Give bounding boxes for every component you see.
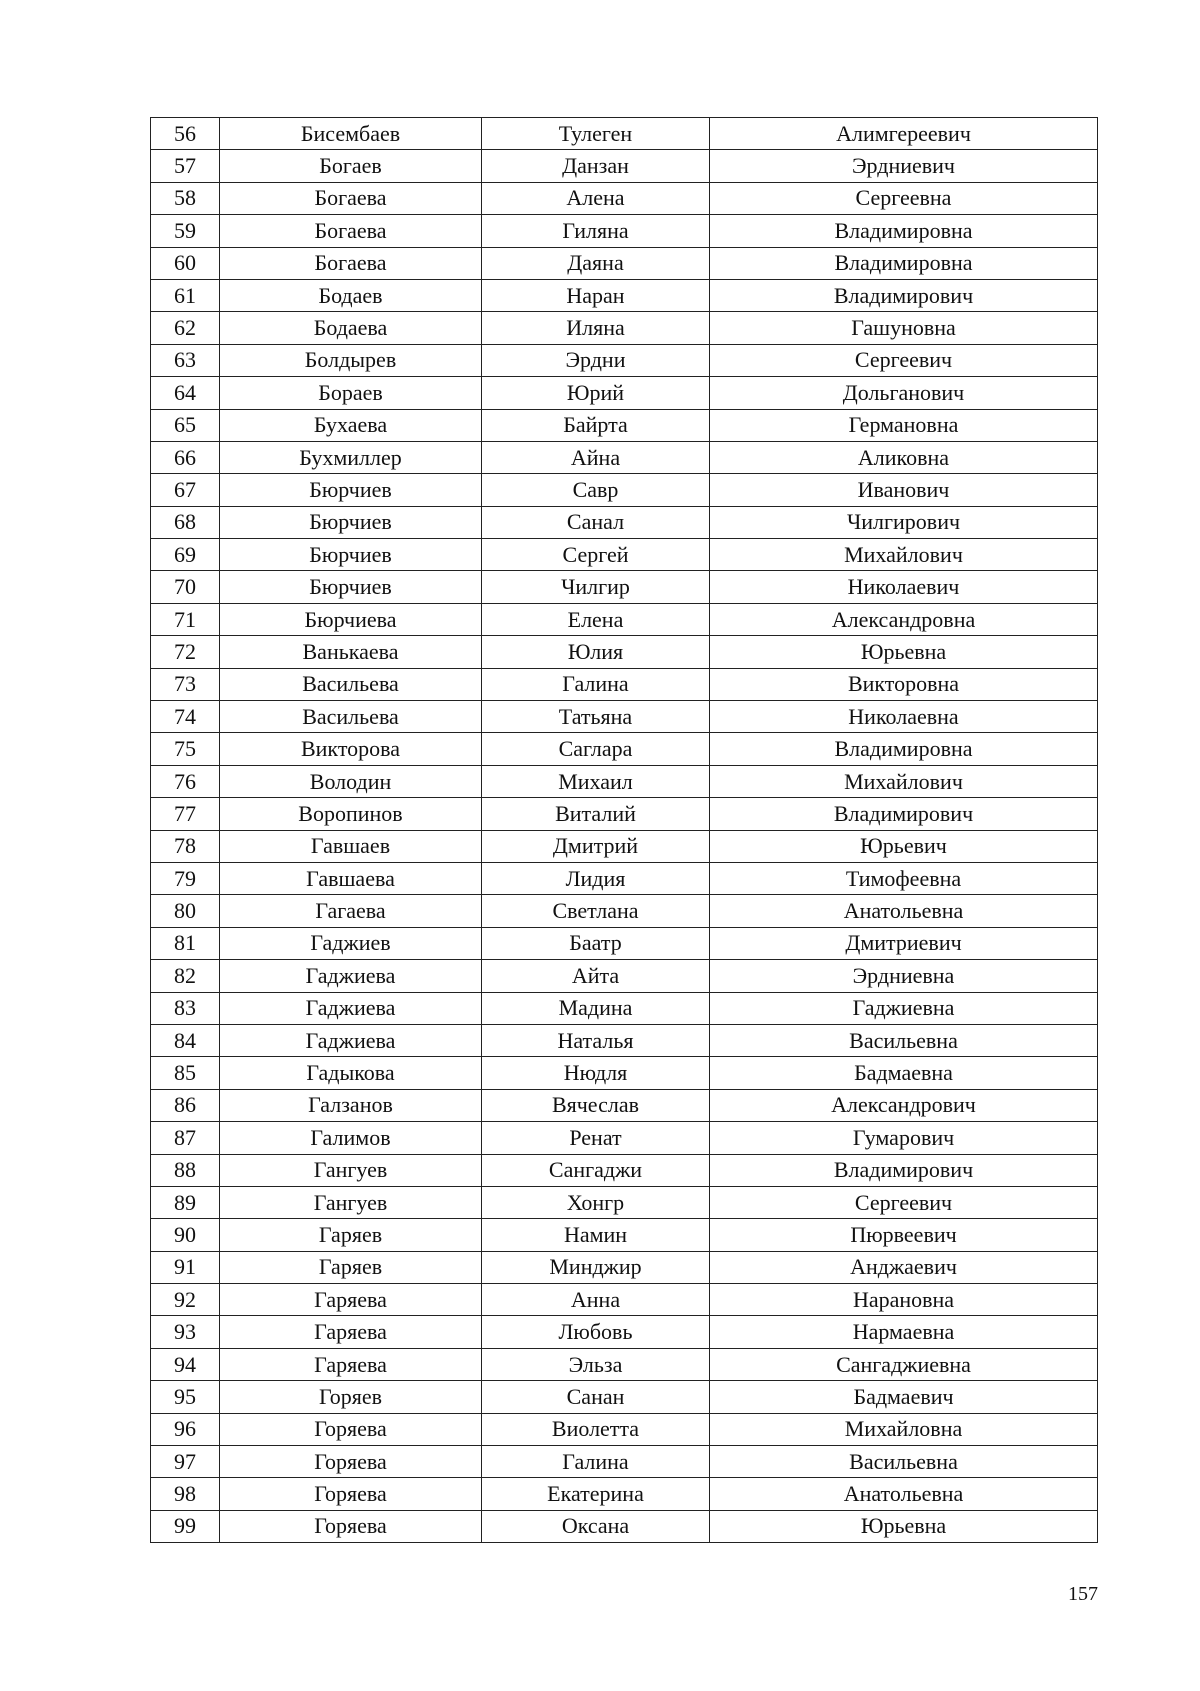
- row-number-cell: 97: [151, 1446, 220, 1478]
- first-name-cell: Байрта: [482, 409, 710, 441]
- surname-cell: Васильева: [220, 701, 482, 733]
- names-table: [150, 117, 1098, 1543]
- table-row: [151, 636, 1098, 668]
- table-row: [151, 279, 1098, 311]
- first-name-cell: Иляна: [482, 312, 710, 344]
- first-name-cell: Виталий: [482, 798, 710, 830]
- patronymic-cell: Нармаевна: [710, 1316, 1098, 1348]
- patronymic-cell: Анатольевна: [710, 895, 1098, 927]
- patronymic-cell: Александровна: [710, 603, 1098, 635]
- patronymic-cell: Сергеевич: [710, 1186, 1098, 1218]
- table-row: [151, 312, 1098, 344]
- surname-cell: Бухмиллер: [220, 441, 482, 473]
- surname-cell: Бисембаев: [220, 118, 482, 150]
- patronymic-cell: Васильевна: [710, 1446, 1098, 1478]
- table-row: [151, 539, 1098, 571]
- table-row: [151, 1348, 1098, 1380]
- surname-cell: Гаряева: [220, 1284, 482, 1316]
- surname-cell: Богаева: [220, 182, 482, 214]
- row-number-cell: 99: [151, 1510, 220, 1542]
- surname-cell: Гаряева: [220, 1316, 482, 1348]
- row-number-cell: 64: [151, 377, 220, 409]
- patronymic-cell: Пюрвеевич: [710, 1219, 1098, 1251]
- table-row: [151, 798, 1098, 830]
- patronymic-cell: Гаджиевна: [710, 992, 1098, 1024]
- first-name-cell: Айна: [482, 441, 710, 473]
- first-name-cell: Любовь: [482, 1316, 710, 1348]
- patronymic-cell: Эрдниевна: [710, 960, 1098, 992]
- first-name-cell: Светлана: [482, 895, 710, 927]
- patronymic-cell: Михайловна: [710, 1413, 1098, 1445]
- patronymic-cell: Бадмаевич: [710, 1381, 1098, 1413]
- patronymic-cell: Васильевна: [710, 1024, 1098, 1056]
- row-number-cell: 66: [151, 441, 220, 473]
- patronymic-cell: Германовна: [710, 409, 1098, 441]
- table-row: [151, 895, 1098, 927]
- first-name-cell: Санан: [482, 1381, 710, 1413]
- row-number-cell: 78: [151, 830, 220, 862]
- row-number-cell: 58: [151, 182, 220, 214]
- surname-cell: Бюрчиев: [220, 474, 482, 506]
- surname-cell: Бодаев: [220, 279, 482, 311]
- first-name-cell: Гиляна: [482, 215, 710, 247]
- row-number-cell: 82: [151, 960, 220, 992]
- surname-cell: Горяев: [220, 1381, 482, 1413]
- table-row: [151, 992, 1098, 1024]
- table-row: [151, 571, 1098, 603]
- patronymic-cell: Владимировна: [710, 733, 1098, 765]
- surname-cell: Галзанов: [220, 1089, 482, 1121]
- first-name-cell: Екатерина: [482, 1478, 710, 1510]
- surname-cell: Богаев: [220, 150, 482, 182]
- first-name-cell: Санал: [482, 506, 710, 538]
- names-table-body: [151, 118, 1098, 1543]
- patronymic-cell: Николаевич: [710, 571, 1098, 603]
- row-number-cell: 70: [151, 571, 220, 603]
- row-number-cell: 61: [151, 279, 220, 311]
- row-number-cell: 71: [151, 603, 220, 635]
- patronymic-cell: Михайлович: [710, 765, 1098, 797]
- row-number-cell: 60: [151, 247, 220, 279]
- table-row: [151, 215, 1098, 247]
- patronymic-cell: Дмитриевич: [710, 927, 1098, 959]
- table-row: [151, 150, 1098, 182]
- first-name-cell: Вячеслав: [482, 1089, 710, 1121]
- patronymic-cell: Владимирович: [710, 1154, 1098, 1186]
- row-number-cell: 63: [151, 344, 220, 376]
- table-row: [151, 765, 1098, 797]
- row-number-cell: 84: [151, 1024, 220, 1056]
- first-name-cell: Баатр: [482, 927, 710, 959]
- row-number-cell: 57: [151, 150, 220, 182]
- surname-cell: Горяева: [220, 1446, 482, 1478]
- patronymic-cell: Юрьевна: [710, 1510, 1098, 1542]
- surname-cell: Гагаева: [220, 895, 482, 927]
- row-number-cell: 81: [151, 927, 220, 959]
- surname-cell: Гаряев: [220, 1219, 482, 1251]
- table-row: [151, 1186, 1098, 1218]
- patronymic-cell: Сергеевна: [710, 182, 1098, 214]
- patronymic-cell: Бадмаевна: [710, 1057, 1098, 1089]
- first-name-cell: Юлия: [482, 636, 710, 668]
- table-row: [151, 862, 1098, 894]
- row-number-cell: 93: [151, 1316, 220, 1348]
- table-row: [151, 344, 1098, 376]
- surname-cell: Бюрчиев: [220, 506, 482, 538]
- first-name-cell: Виолетта: [482, 1413, 710, 1445]
- patronymic-cell: Нарановна: [710, 1284, 1098, 1316]
- patronymic-cell: Дольганович: [710, 377, 1098, 409]
- row-number-cell: 96: [151, 1413, 220, 1445]
- row-number-cell: 79: [151, 862, 220, 894]
- first-name-cell: Данзан: [482, 150, 710, 182]
- surname-cell: Бораев: [220, 377, 482, 409]
- first-name-cell: Алена: [482, 182, 710, 214]
- table-row: [151, 701, 1098, 733]
- patronymic-cell: Юрьевна: [710, 636, 1098, 668]
- table-row: [151, 927, 1098, 959]
- row-number-cell: 75: [151, 733, 220, 765]
- surname-cell: Гаджиева: [220, 992, 482, 1024]
- surname-cell: Горяева: [220, 1510, 482, 1542]
- table-row: [151, 1219, 1098, 1251]
- patronymic-cell: Эрдниевич: [710, 150, 1098, 182]
- first-name-cell: Дмитрий: [482, 830, 710, 862]
- first-name-cell: Хонгр: [482, 1186, 710, 1218]
- table-row: [151, 506, 1098, 538]
- patronymic-cell: Михайлович: [710, 539, 1098, 571]
- table-row: [151, 182, 1098, 214]
- patronymic-cell: Сангаджиевна: [710, 1348, 1098, 1380]
- table-row: [151, 1154, 1098, 1186]
- first-name-cell: Савр: [482, 474, 710, 506]
- row-number-cell: 67: [151, 474, 220, 506]
- patronymic-cell: Гашуновна: [710, 312, 1098, 344]
- surname-cell: Болдырев: [220, 344, 482, 376]
- patronymic-cell: Юрьевич: [710, 830, 1098, 862]
- first-name-cell: Наран: [482, 279, 710, 311]
- first-name-cell: Галина: [482, 668, 710, 700]
- row-number-cell: 89: [151, 1186, 220, 1218]
- surname-cell: Горяева: [220, 1478, 482, 1510]
- row-number-cell: 98: [151, 1478, 220, 1510]
- row-number-cell: 59: [151, 215, 220, 247]
- first-name-cell: Юрий: [482, 377, 710, 409]
- first-name-cell: Саглара: [482, 733, 710, 765]
- table-row: [151, 247, 1098, 279]
- page-number: 157: [1068, 1583, 1098, 1605]
- table-row: [151, 960, 1098, 992]
- first-name-cell: Наталья: [482, 1024, 710, 1056]
- surname-cell: Бухаева: [220, 409, 482, 441]
- row-number-cell: 65: [151, 409, 220, 441]
- first-name-cell: Мадина: [482, 992, 710, 1024]
- table-row: [151, 1478, 1098, 1510]
- table-row: [151, 1284, 1098, 1316]
- surname-cell: Гаряев: [220, 1251, 482, 1283]
- row-number-cell: 86: [151, 1089, 220, 1121]
- table-row: [151, 1122, 1098, 1154]
- row-number-cell: 73: [151, 668, 220, 700]
- first-name-cell: Ренат: [482, 1122, 710, 1154]
- surname-cell: Бюрчиев: [220, 539, 482, 571]
- patronymic-cell: Тимофеевна: [710, 862, 1098, 894]
- table-row: [151, 603, 1098, 635]
- patronymic-cell: Александрович: [710, 1089, 1098, 1121]
- first-name-cell: Нюдля: [482, 1057, 710, 1089]
- row-number-cell: 56: [151, 118, 220, 150]
- surname-cell: Воропинов: [220, 798, 482, 830]
- patronymic-cell: Гумарович: [710, 1122, 1098, 1154]
- patronymic-cell: Владимирович: [710, 798, 1098, 830]
- row-number-cell: 90: [151, 1219, 220, 1251]
- row-number-cell: 88: [151, 1154, 220, 1186]
- patronymic-cell: Аликовна: [710, 441, 1098, 473]
- patronymic-cell: Анатольевна: [710, 1478, 1098, 1510]
- row-number-cell: 69: [151, 539, 220, 571]
- patronymic-cell: Владимировна: [710, 247, 1098, 279]
- table-row: [151, 1251, 1098, 1283]
- table-row: [151, 441, 1098, 473]
- first-name-cell: Анна: [482, 1284, 710, 1316]
- patronymic-cell: Иванович: [710, 474, 1098, 506]
- row-number-cell: 92: [151, 1284, 220, 1316]
- first-name-cell: Лидия: [482, 862, 710, 894]
- surname-cell: Богаева: [220, 215, 482, 247]
- row-number-cell: 76: [151, 765, 220, 797]
- first-name-cell: Чилгир: [482, 571, 710, 603]
- surname-cell: Володин: [220, 765, 482, 797]
- table-row: [151, 1446, 1098, 1478]
- surname-cell: Бюрчиев: [220, 571, 482, 603]
- first-name-cell: Тулеген: [482, 118, 710, 150]
- row-number-cell: 68: [151, 506, 220, 538]
- table-row: [151, 1089, 1098, 1121]
- table-row: [151, 1510, 1098, 1542]
- row-number-cell: 83: [151, 992, 220, 1024]
- table-row: [151, 1381, 1098, 1413]
- surname-cell: Гаджиев: [220, 927, 482, 959]
- patronymic-cell: Владимирович: [710, 279, 1098, 311]
- first-name-cell: Минджир: [482, 1251, 710, 1283]
- surname-cell: Гангуев: [220, 1154, 482, 1186]
- first-name-cell: Эрдни: [482, 344, 710, 376]
- patronymic-cell: Алимгереевич: [710, 118, 1098, 150]
- table-row: [151, 1024, 1098, 1056]
- surname-cell: Гаджиева: [220, 960, 482, 992]
- first-name-cell: Сергей: [482, 539, 710, 571]
- patronymic-cell: Сергеевич: [710, 344, 1098, 376]
- surname-cell: Богаева: [220, 247, 482, 279]
- patronymic-cell: Викторовна: [710, 668, 1098, 700]
- surname-cell: Ванькаева: [220, 636, 482, 668]
- table-row: [151, 1316, 1098, 1348]
- patronymic-cell: Анджаевич: [710, 1251, 1098, 1283]
- patronymic-cell: Чилгирович: [710, 506, 1098, 538]
- surname-cell: Гавшаева: [220, 862, 482, 894]
- first-name-cell: Татьяна: [482, 701, 710, 733]
- table-row: [151, 1413, 1098, 1445]
- row-number-cell: 95: [151, 1381, 220, 1413]
- first-name-cell: Оксана: [482, 1510, 710, 1542]
- first-name-cell: Айта: [482, 960, 710, 992]
- surname-cell: Галимов: [220, 1122, 482, 1154]
- first-name-cell: Елена: [482, 603, 710, 635]
- table-row: [151, 118, 1098, 150]
- row-number-cell: 62: [151, 312, 220, 344]
- first-name-cell: Михаил: [482, 765, 710, 797]
- surname-cell: Горяева: [220, 1413, 482, 1445]
- surname-cell: Гаджиева: [220, 1024, 482, 1056]
- table-row: [151, 1057, 1098, 1089]
- surname-cell: Бюрчиева: [220, 603, 482, 635]
- first-name-cell: Эльза: [482, 1348, 710, 1380]
- row-number-cell: 77: [151, 798, 220, 830]
- first-name-cell: Сангаджи: [482, 1154, 710, 1186]
- first-name-cell: Галина: [482, 1446, 710, 1478]
- patronymic-cell: Владимировна: [710, 215, 1098, 247]
- row-number-cell: 72: [151, 636, 220, 668]
- surname-cell: Гангуев: [220, 1186, 482, 1218]
- row-number-cell: 94: [151, 1348, 220, 1380]
- table-row: [151, 377, 1098, 409]
- surname-cell: Викторова: [220, 733, 482, 765]
- first-name-cell: Даяна: [482, 247, 710, 279]
- patronymic-cell: Николаевна: [710, 701, 1098, 733]
- surname-cell: Бодаева: [220, 312, 482, 344]
- surname-cell: Васильева: [220, 668, 482, 700]
- table-row: [151, 474, 1098, 506]
- row-number-cell: 85: [151, 1057, 220, 1089]
- row-number-cell: 91: [151, 1251, 220, 1283]
- surname-cell: Гаряева: [220, 1348, 482, 1380]
- surname-cell: Гавшаев: [220, 830, 482, 862]
- first-name-cell: Намин: [482, 1219, 710, 1251]
- table-row: [151, 830, 1098, 862]
- row-number-cell: 74: [151, 701, 220, 733]
- table-row: [151, 668, 1098, 700]
- row-number-cell: 87: [151, 1122, 220, 1154]
- table-row: [151, 409, 1098, 441]
- row-number-cell: 80: [151, 895, 220, 927]
- table-row: [151, 733, 1098, 765]
- surname-cell: Гадыкова: [220, 1057, 482, 1089]
